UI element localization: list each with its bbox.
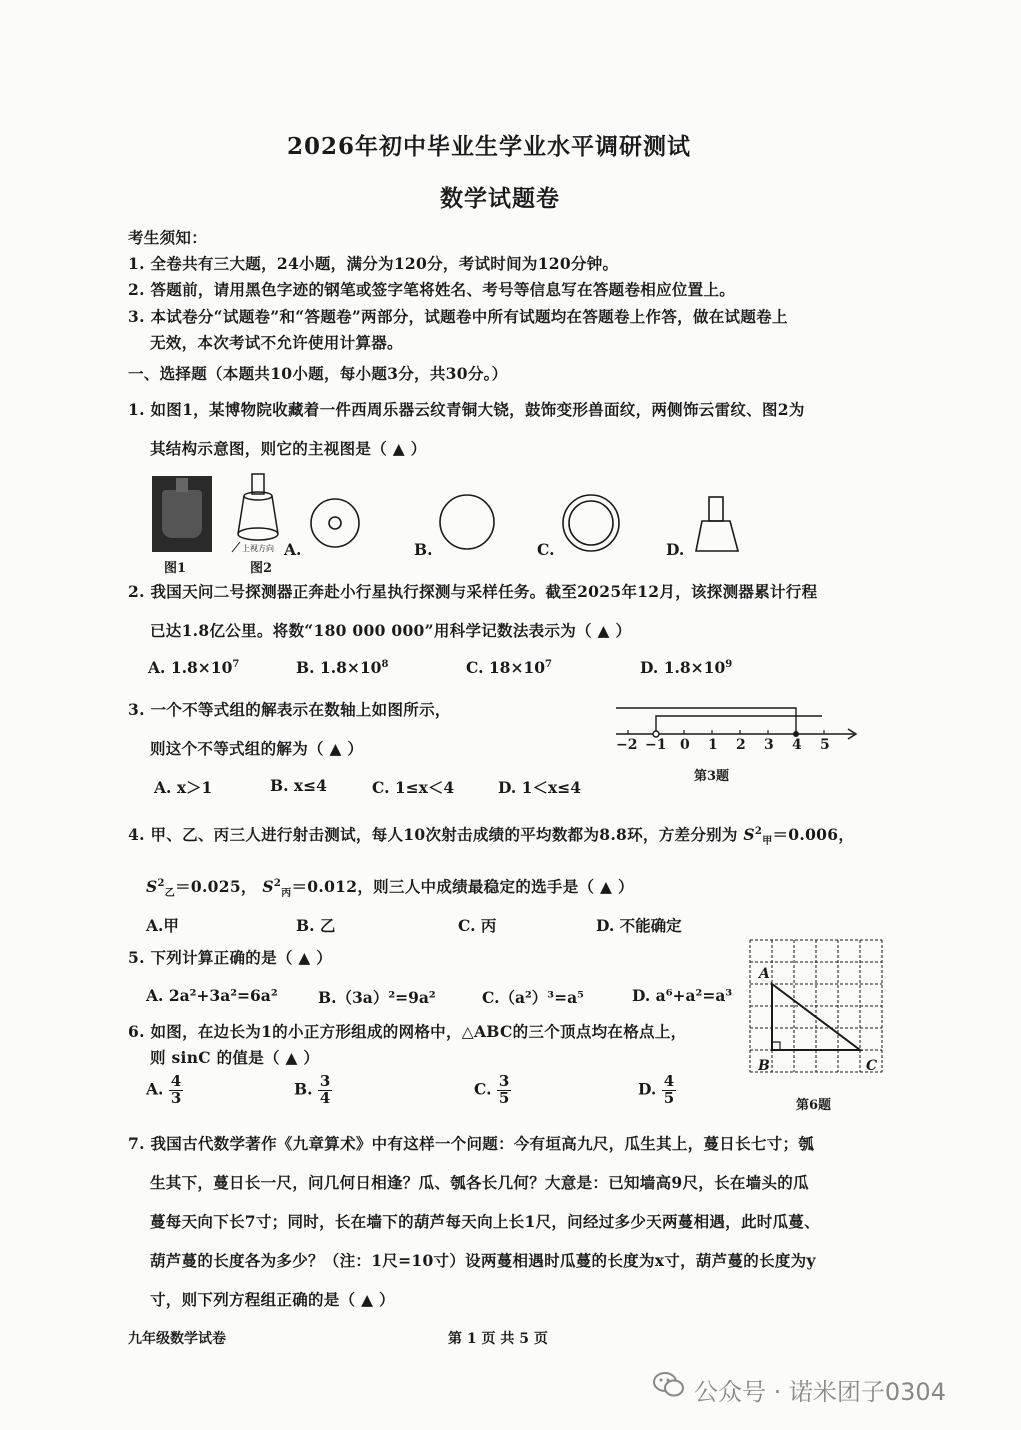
q4-variance-symbol: S bbox=[743, 825, 755, 844]
q1-option-b[interactable]: B. bbox=[414, 540, 433, 559]
frac-num: 3 bbox=[319, 1072, 331, 1090]
q6-text: 则 sinC 的值是（ ▲ ） bbox=[150, 1048, 320, 1067]
q7-text: 7. 我国古代数学著作《九章算术》中有这样一个问题：今有垣高九尺，瓜生其上，蔓日长七寸；瓠 bbox=[128, 1134, 815, 1153]
q2-option-c-exp: 7 bbox=[545, 658, 552, 670]
tick-label: 2 bbox=[736, 737, 746, 753]
tick-label: 3 bbox=[764, 737, 774, 753]
q4-text: $S^2_乙=0.025$， $S^2_丙=0.012$，则三人中成绩最稳定的选手是（ ▲ ） bbox=[146, 877, 634, 900]
q4-option-a[interactable]: A.甲 bbox=[146, 916, 179, 935]
q2-option-a-base: 1.8×10 bbox=[170, 658, 233, 677]
q5-text: 5. 下列计算正确的是（ ▲ ） bbox=[128, 948, 333, 967]
q2-option-c-base: 18×10 bbox=[488, 658, 546, 677]
q7-text: 生其下，蔓日长一尺，问几何日相逢？瓜、瓠各长几何？大意是：已知墙高9尺，长在墙头的瓜 bbox=[150, 1173, 809, 1192]
vertex-label-c: C bbox=[866, 1058, 878, 1074]
frac-den: 5 bbox=[498, 1088, 510, 1107]
page-number: 第 1 页 共 5 页 bbox=[448, 1331, 548, 1347]
q4-option-c[interactable]: C. 丙 bbox=[458, 916, 497, 935]
q1-option-a[interactable]: A. bbox=[284, 540, 302, 559]
q2-option-d[interactable] bbox=[640, 658, 732, 677]
q1-option-a-figure bbox=[308, 496, 362, 550]
number-line-tick-labels bbox=[612, 737, 862, 755]
notice-item: 2. 答题前，请用黑色字迹的钢笔或签字笔将姓名、考号等信息写在答题卷相应位置上。 bbox=[128, 280, 736, 299]
q1-text: 其结构示意图，则它的主视图是（ ▲ ） bbox=[150, 439, 427, 458]
watermark-text: 公众号 · 诺米团子0304 bbox=[694, 1378, 946, 1406]
wechat-icon bbox=[652, 1370, 686, 1400]
q1-option-c[interactable]: C. bbox=[537, 540, 555, 559]
q4-sub-bing: 丙 bbox=[281, 888, 292, 900]
frac-den: 4 bbox=[319, 1088, 331, 1107]
q5-option-a[interactable]: A. 2a²+3a²=6a² bbox=[146, 986, 278, 1005]
q6-option-b[interactable] bbox=[294, 1074, 332, 1107]
q2-option-c-label: C. bbox=[466, 658, 484, 677]
q2-option-b-label: B. bbox=[296, 658, 315, 677]
q4-val-bing: ＝0.012，则三人中成绩最稳定的选手是（ ▲ ） bbox=[291, 877, 634, 896]
q5-option-c[interactable]: C.（a²）³=a⁵ bbox=[482, 988, 584, 1007]
q5-option-b[interactable]: B.（3a）²=9a² bbox=[318, 988, 436, 1007]
frac-den: 3 bbox=[170, 1088, 182, 1107]
q2-option-d-label: D. bbox=[640, 658, 659, 677]
fig1-caption: 图1 bbox=[164, 561, 187, 576]
tick-label: −2 bbox=[616, 737, 638, 753]
bronze-photo bbox=[152, 476, 212, 552]
notice-item: 3. 本试卷分“试题卷”和“答题卷”两部分，试题卷中所有试题均在答题卷上作答，做在试题卷上 bbox=[128, 307, 788, 326]
q6-option-c[interactable] bbox=[474, 1074, 511, 1107]
q4-sub-yi: 乙 bbox=[164, 888, 176, 900]
tick-label: 5 bbox=[820, 737, 830, 753]
q3-option-c[interactable]: C. 1≤x＜4 bbox=[372, 778, 455, 797]
q7-text: 蔓每天向下长7寸；同时，长在墙下的葫芦每天向上长1尺，问经过多少天两蔓相遇，此时瓜蔓、 bbox=[150, 1212, 820, 1231]
q2-option-a-exp: 7 bbox=[232, 658, 240, 670]
q6-option-d-label: D. bbox=[638, 1079, 657, 1099]
q1-option-b-figure bbox=[437, 492, 497, 552]
tick-label: 1 bbox=[708, 737, 718, 753]
q3-caption: 第3题 bbox=[694, 769, 730, 784]
q2-option-d-base: 1.8×10 bbox=[663, 658, 726, 677]
q2-option-b[interactable] bbox=[296, 658, 388, 677]
tick-label: 4 bbox=[792, 737, 802, 753]
q3-option-b[interactable]: B. x≤4 bbox=[270, 776, 327, 795]
q6-option-c-label: C. bbox=[474, 1079, 492, 1099]
q6-option-b-label: B. bbox=[294, 1079, 313, 1099]
q1-text: 1. 如图1，某博物院收藏着一件西周乐器云纹青铜大铙，鼓饰变形兽面纹，两侧饰云雷纹、图2为 bbox=[128, 400, 805, 419]
q2-option-a[interactable] bbox=[148, 658, 239, 677]
q3-text: 3. 一个不等式组的解表示在数轴上如图所示， bbox=[128, 700, 451, 719]
notice-heading: 考生须知： bbox=[128, 228, 208, 247]
q3-text: 则这个不等式组的解为（ ▲ ） bbox=[150, 739, 364, 758]
q3-option-d[interactable]: D. 1＜x≤4 bbox=[498, 778, 581, 797]
tick-label: 0 bbox=[680, 737, 690, 753]
q5-option-d[interactable]: D. a⁶+a²=a³ bbox=[632, 986, 733, 1005]
q2-option-d-exp: 9 bbox=[725, 658, 733, 670]
q4-val-jia: ＝0.006， bbox=[772, 825, 855, 844]
vertex-label-b: B bbox=[758, 1058, 770, 1074]
section-heading: 一、选择题（本题共10小题，每小题3分，共30分。） bbox=[128, 364, 508, 383]
frac-num: 3 bbox=[498, 1072, 510, 1090]
q2-option-b-base: 1.8×10 bbox=[319, 658, 382, 677]
frac-num: 4 bbox=[170, 1072, 182, 1090]
q2-option-a-label: A. bbox=[148, 658, 166, 677]
footer-left: 九年级数学试卷 bbox=[128, 1331, 226, 1347]
page-subtitle: 数学试题卷 bbox=[440, 185, 560, 212]
page-title: 2026年初中毕业生学业水平调研测试 bbox=[287, 133, 692, 160]
tick-label: −1 bbox=[645, 737, 667, 753]
q1-option-d-figure bbox=[692, 494, 744, 554]
q2-text: 2. 我国天问二号探测器正奔赴小行星执行探测与采样任务。截至2025年12月，该探测器累计行程 bbox=[128, 582, 818, 601]
q1-option-d[interactable]: D. bbox=[666, 540, 685, 559]
fig2-view-label: 上视方向 bbox=[242, 544, 274, 553]
q4-text-main: 4. 甲、乙、丙三人进行射击测试，每人10次射击成绩的平均数都为8.8环，方差分别为 bbox=[128, 825, 738, 844]
q2-text: 已达1.8亿公里。将数“180 000 000”用科学记数法表示为（ ▲ ） bbox=[150, 621, 632, 640]
q7-text: 寸，则下列方程组正确的是（ ▲ ） bbox=[150, 1290, 395, 1309]
q4-val-yi: ＝0.025， bbox=[175, 877, 257, 896]
q2-option-b-exp: 8 bbox=[381, 658, 389, 670]
q2-option-c[interactable] bbox=[466, 658, 552, 677]
q6-option-d[interactable] bbox=[638, 1074, 676, 1107]
q3-option-a[interactable]: A. x＞1 bbox=[154, 778, 213, 797]
q4-sub-jia: 甲 bbox=[762, 836, 773, 848]
q4-option-b[interactable]: B. 乙 bbox=[296, 916, 336, 935]
notice-item: 1. 全卷共有三大题，24小题，满分为120分，考试时间为120分钟。 bbox=[128, 254, 619, 273]
frac-num: 4 bbox=[663, 1072, 675, 1090]
q6-option-a[interactable] bbox=[146, 1074, 183, 1107]
q7-text: 葫芦蔓的长度各为多少？（注：1尺=10寸）设两蔓相遇时瓜蔓的长度为x寸，葫芦蔓的长度为y bbox=[150, 1251, 816, 1270]
q1-option-c-figure bbox=[560, 492, 622, 554]
notice-item: 无效，本次考试不允许使用计算器。 bbox=[150, 333, 403, 352]
q6-caption: 第6题 bbox=[796, 1098, 832, 1113]
frac-den: 5 bbox=[663, 1088, 675, 1107]
q6-text: 6. 如图，在边长为1的小正方形组成的网格中，△ABC的三个顶点均在格点上， bbox=[128, 1022, 687, 1041]
q4-option-d[interactable]: D. 不能确定 bbox=[596, 916, 682, 935]
q4-text: 4. 甲、乙、丙三人进行射击测试，每人10次射击成绩的平均数都为8.8环，方差分别为 $S^2_甲=0.006$， bbox=[128, 825, 855, 848]
fig2-caption: 图2 bbox=[250, 561, 273, 576]
q6-option-a-label: A. bbox=[146, 1079, 164, 1099]
vertex-label-a: A bbox=[759, 966, 770, 982]
